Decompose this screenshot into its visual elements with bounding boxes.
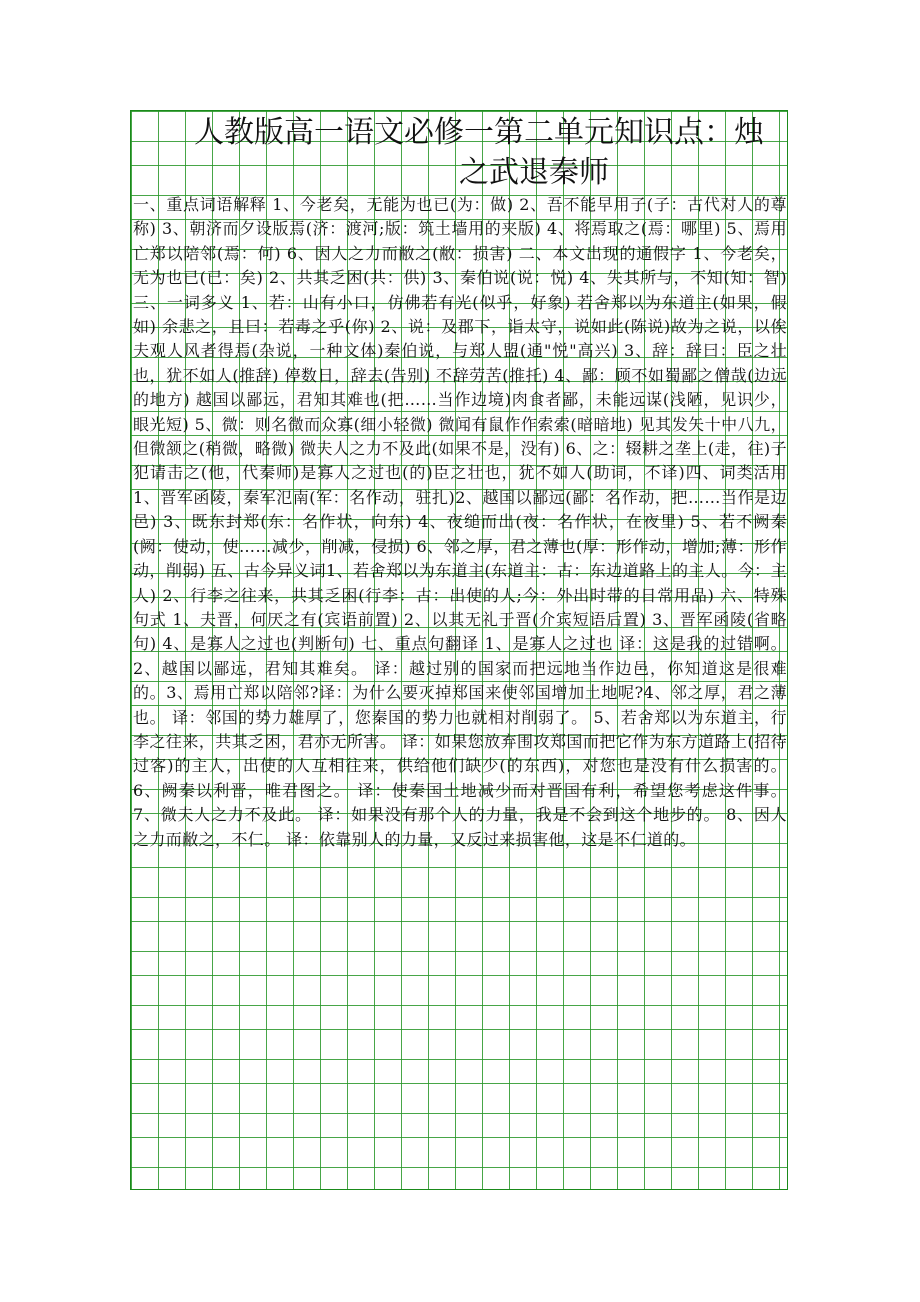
grid-paper-sheet: [130, 110, 788, 1190]
page-title: [131, 111, 787, 193]
page-title-line-1: 人教版高一语文必修一第二单元知识点：烛: [194, 115, 764, 150]
body-text: 一、重点词语解释 1、今老矣，无能为也已(为：做) 2、吾不能早用子(子：古代对人的尊称) 3、朝济而夕设版焉(济：渡河;版：筑土墙用的夹版) 4、将焉取之(焉：哪里) 5、焉用亡郑以陪邻(焉：何) 6、因人之力而敝之(敝：损害) 二、本文出现的通假字 1、今老矣，无为也已(已：矣) 2、共其乏困(共：供) 3、秦伯说(说：悦) 4、失其所与，不知(知：智) 三、一词多义 1、若：山有小口，仿佛若有光(似乎，好象) 若舍郑以为东道主(如果，假如) 余悲之，且曰：若毒之乎(你) 2、说：及郡下，诣太守，说如此(陈说)故为之说，以俟夫观人风者得焉(杂说，一种文体)秦伯说，与郑人盟(通"悦"高兴) 3、辞：辞曰：臣之壮也，犹不如人(推辞) 停数日，辞去(告别) 不辞劳苦(推托) 4、鄙：顾不如蜀鄙之僧哉(边远的地方) 越国以鄙远，君知其难也(把……当作边境)肉食者鄙，未能远谋(浅陋，见识少，眼光短) 5、微：则名微而众寡(细小轻微) 微闻有鼠作作索索(暗暗地) 见其发矢十中八九，但微颔之(稍微，略微) 微夫人之力不及此(如果不是，没有) 6、之：辍耕之垄上(走，往)子犯请击之(他，代秦师)是寡人之过也(的)臣之壮也，犹不如人(助词，不译)四、词类活用1、晋军函陵，秦军氾南(军：名作动，驻扎)2、越国以鄙远(鄙：名作动，把……当作是边邑) 3、既东封郑(东：名作状，向东) 4、夜缒而出(夜：名作状，在夜里) 5、若不阙秦(阙：使动，使……减少，削减，侵损) 6、邻之厚，君之薄也(厚：形作动，增加;薄：形作动，削弱) 五、古今异义词1、若舍郑以为东道主(东道主：古：东边道路上的主人。今：主人) 2、行李之往来，共其乏困(行李：古：出使的人;今：外出时带的日常用品) 六、特殊句式 1、夫晋，何厌之有(宾语前置) 2、以其无礼于晋(介宾短语后置) 3、晋军函陵(省略句) 4、是寡人之过也(判断句) 七、重点句翻译 1、是寡人之过也 译：这是我的过错啊。 2、越国以鄙远，君知其难矣。 译：越过别的国家而把远地当作边邑，你知道这是很难的。3、焉用亡郑以陪邻?译：为什么要灭掉郑国来使邻国增加土地呢?4、邻之厚，君之薄也。 译：邻国的势力雄厚了，您秦国的势力也就相对削弱了。 5、若舍郑以为东道主，行李之往来，共其乏困，君亦无所害。 译：如果您放弃围攻郑国而把它作为东方道路上(招待过客)的主人，出使的人互相往来，供给他们缺少(的东西)，对您也是没有什么损害的。 6、阙秦以利晋，唯君图之。 译：使秦国土地减少而对晋国有利，希望您考虑这件事。 7、微夫人之力不及此。 译：如果没有那个人的力量，我是不会到这个地步的。 8、因人之力而敝之，不仁。 译：依靠别人的力量，又反过来损害他，这是不仁道的。: [133, 195, 787, 849]
page-title-line-2: 之武退秦师: [459, 155, 609, 190]
